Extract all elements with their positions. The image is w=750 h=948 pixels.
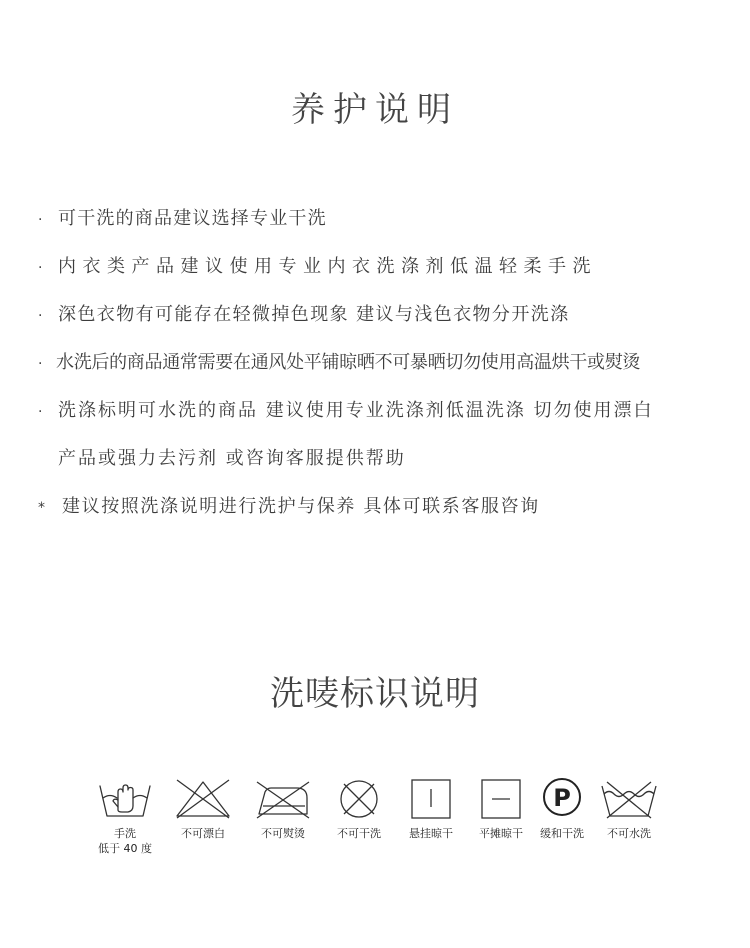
symbol-no-bleach [163,776,243,841]
bullet-mark: · [38,260,49,276]
symbol-label: 不可漂白 [181,827,225,840]
care-text: 建议按照洗涤说明进行洗护与保养 具体可联系客服咨询 [62,496,540,517]
symbols-title: 洗唛标识说明 [270,674,480,714]
symbol-label: 不可干洗 [337,827,381,840]
no-iron-icon [253,776,313,820]
bullet-mark: · [38,308,44,324]
care-line [38,492,540,518]
care-line [38,252,597,278]
symbol-label: 不可水洗 [607,827,651,840]
gentle-dry-clean-icon [540,776,584,820]
symbol-no-iron [243,776,323,841]
care-text: 内衣类产品建议使用专业内衣洗涤剂低温轻柔手洗 [58,256,597,277]
care-title: 养护说明 [291,90,459,130]
hand-wash-icon [97,776,153,820]
symbol-label: 不可熨烫 [261,827,305,840]
bullet-mark: · [38,404,45,420]
care-line [38,204,327,230]
symbol-label: 手洗 [114,827,136,840]
gentle-dry-clean-glyph: P [553,784,571,812]
symbol-hang-dry [391,776,471,841]
bullet-mark: · [38,212,44,228]
care-line [38,348,640,374]
hang-dry-icon [409,776,453,820]
no-water-wash-icon [599,776,659,820]
flat-dry-icon [479,776,523,820]
symbol-label: 悬挂晾干 [409,827,453,840]
no-bleach-icon [173,776,233,820]
symbol-label: 平摊晾干 [479,827,523,840]
asterisk-mark: * [38,500,47,516]
care-text: 深色衣物有可能存在轻微掉色现象 建议与浅色衣物分开洗涤 [58,304,570,325]
care-text: 可干洗的商品建议选择专业干洗 [58,208,327,229]
symbol-no-dry-clean [319,776,399,841]
symbol-no-water-wash [589,776,669,841]
symbol-label-secondary: 低于 40 度 [98,842,152,855]
no-dry-clean-icon [337,776,381,820]
care-text: 水洗后的商品通常需要在通风处平铺晾晒不可暴晒切勿使用高温烘干或熨烫 [56,352,641,373]
care-symbols-row [0,776,750,876]
bullet-mark: · [38,356,43,372]
care-text: 产品或强力去污剂 或咨询客服提供帮助 [58,448,406,469]
care-line [38,444,406,470]
care-text: 洗涤标明可水洗的商品 建议使用专业洗涤剂低温洗涤 切勿使用漂白 [58,400,654,421]
symbol-label: 缓和干洗 [540,827,584,840]
symbol-hand-wash [85,776,165,856]
care-line [38,300,570,326]
care-line [38,396,653,422]
